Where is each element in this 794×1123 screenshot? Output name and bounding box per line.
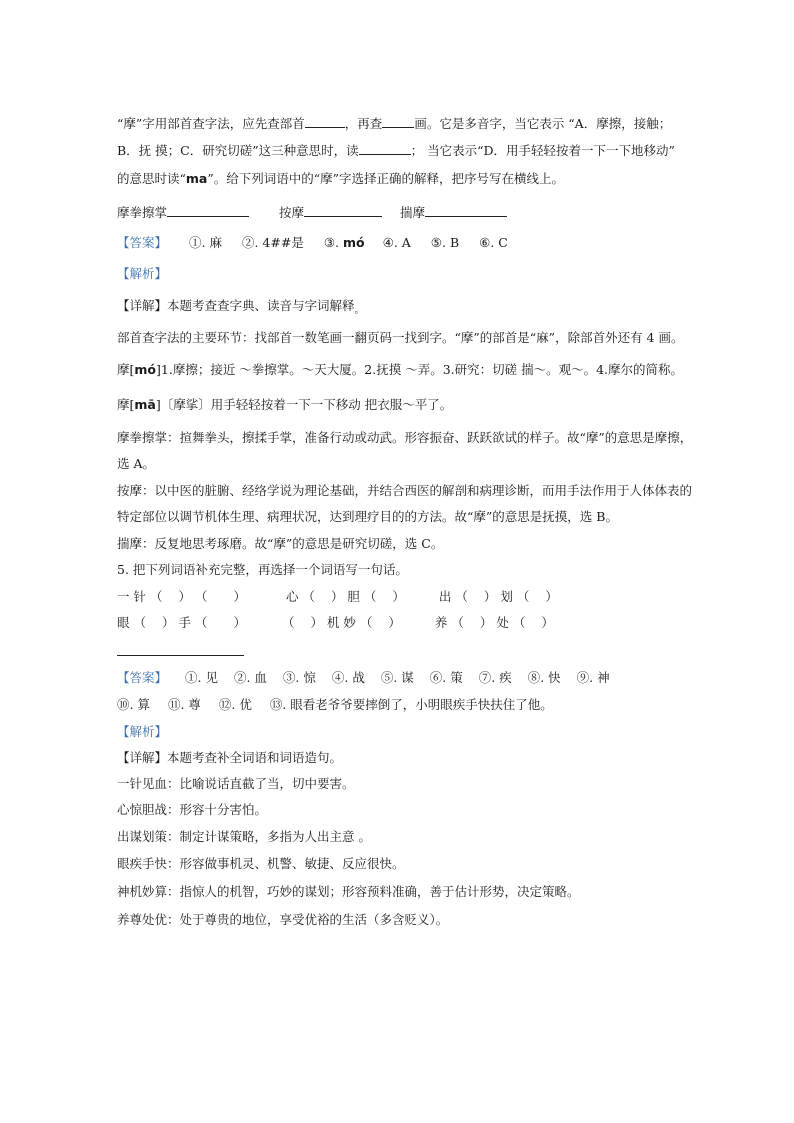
q4-answer: 【答案】 ①. 麻 ②. 4##是 ③. mó ④. A ⑤. B ⑥. C xyxy=(117,235,508,250)
blank-word-2 xyxy=(304,204,382,217)
blank-strokes xyxy=(382,115,414,128)
blank-word-3 xyxy=(425,204,507,217)
q4-para-6: 揣摩：反复地思考琢磨。故“摩”的意思是研究切磋，选 C。 xyxy=(117,536,444,551)
q4-para-5a: 按摩：以中医的脏腑、经络学说为理论基础，并结合西医的解剖和病理诊断，而用手法作用于人体体表的 xyxy=(117,483,693,498)
q5-analysis-tag: 【解析】 xyxy=(117,724,168,739)
answer-tag: 【答案】 xyxy=(117,670,168,685)
q5-explanation-3: 出谋划策：制定计谋策略，多指为人出主意 。 xyxy=(117,829,371,844)
q5-row-2: 眼 （ ） 手 （ ） （ ） 机 妙 （ ） 养 （ ） 处 （ ） xyxy=(117,615,554,630)
q5-answer-row-1: 【答案】 ①. 见 ②. 血 ③. 惊 ④. 战 ⑤. 谋 ⑥. 策 ⑦. 疾 ⑧. 快 ⑨. 神 xyxy=(117,670,610,685)
blank-word-1 xyxy=(167,204,249,217)
q5-row-1: 一 针 （ ） （ ） 心 （ ） 胆 （ ） 出 （ ） 划 （ ） xyxy=(117,589,558,604)
q4-detail: 【详解】本题考查查字典、读音与字词解释$_。$ xyxy=(117,298,365,316)
q5-detail: 【详解】本题考查补全词语和词语造句。 xyxy=(117,750,343,765)
q5-explanation-4: 眼疾手快：形容做事机灵、机警、敏捷、反应很快。 xyxy=(117,856,405,871)
q5-explanation-2: 心惊胆战：形容十分害怕。 xyxy=(117,802,268,817)
q4-para-4b: 选 A。 xyxy=(117,456,156,471)
q4-analysis-tag: 【解析】 xyxy=(117,266,168,281)
q4-para-2: 摩[mó]1.摩擦；接近 ～拳擦掌。～天大厦。2.抚摸 ～弄。3.研究：切磋 揣～。观～。4.摩尔的简称。 xyxy=(117,362,684,377)
answer-tag: 【答案】 xyxy=(117,235,168,250)
q4-para-1: 部首查字法的主要环节：找部首一数笔画一翻页码一找到字。“摩”的部首是“麻”，除部首外还有 4 画。 xyxy=(117,330,684,345)
q4-stem-line-1: “摩”字用部首查字法，应先查部首 ，再查 画。它是多音字，当它表示 “A．摩擦，接触； xyxy=(117,116,672,131)
q5-answer-row-2: ⑩. 算 ⑪. 尊 ⑫. 优 ⑬. 眼看老爷爷要摔倒了，小明眼疾手快扶住了他。 xyxy=(117,697,553,712)
q5-explanation-6: 养尊处优：处于尊贵的地位，享受优裕的生活（多含贬义）。 xyxy=(117,912,449,927)
q5-explanation-1: 一针见血：比喻说话直截了当，切中要害。 xyxy=(117,776,355,791)
q5-explanation-5: 神机妙算：指惊人的机智，巧妙的谋划；形容预料准确，善于估计形势，决定策略。 xyxy=(117,884,580,899)
blank-radical xyxy=(305,115,345,128)
q4-para-3: 摩[mā]〔摩挲〕用手轻轻按着一下一下移动 把衣服～平了。 xyxy=(117,397,453,412)
q4-stem-line-2: B．抚 摸；C．研究切磋”这三种意思时，读 ； 当它表示“D．用手轻轻按着一下一下地移动” xyxy=(117,143,675,158)
q4-para-5b: 特定部位以调节机体生理、病理状况，达到理疗目的的方法。故“摩”的意思是抚摸，选 B。 xyxy=(117,509,618,524)
sentence-answer-line xyxy=(117,655,244,656)
blank-pronunciation xyxy=(359,142,411,155)
q4-para-4a: 摩拳擦掌：揎舞拳头，擦揉手掌，准备行动或动武。形容振奋、跃跃欲试的样子。故“摩”的意思是摩擦， xyxy=(117,430,693,445)
q4-stem-line-4: 摩拳擦掌 按摩 揣摩 xyxy=(117,204,507,221)
q4-stem-line-3: 的意思时读“ma”。给下列词语中的“摩”字选择正确的解释，把序号写在横线上。 xyxy=(117,171,565,186)
q5-title: 5. 把下列词语补充完整，再选择一个词语写一句话。 xyxy=(117,562,408,577)
